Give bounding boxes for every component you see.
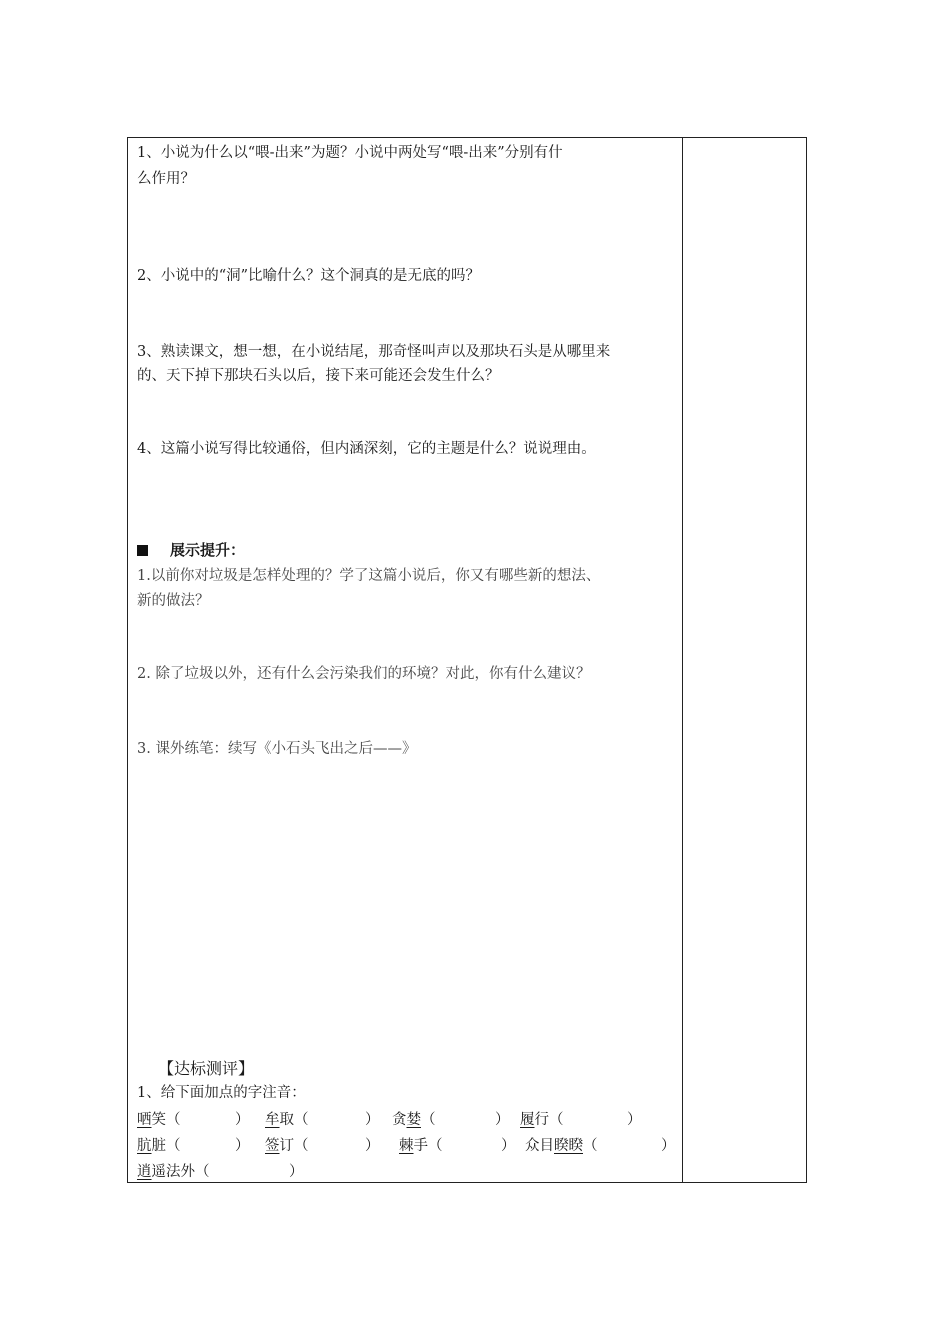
assessment-instruction: 1、给下面加点的字注音： [137,1085,306,1101]
pinyin-item: 逍遥法外（ [137,1164,210,1180]
pinyin-item: 贪婪（ [392,1112,436,1128]
question-2: 2、小说中的“洞”比喻什么？这个洞真的是无底的吗？ [137,268,481,284]
pinyin-item: 履行（ [520,1112,564,1128]
square-bullet-icon [137,545,148,556]
question-3-line-1: 3、熟读课文，想一想，在小说结尾，那奇怪叫声以及那块石头是从哪里来 [137,344,611,360]
pinyin-item: 签订（ [265,1138,309,1154]
showcase-heading-text: 展示提升： [170,541,246,559]
pinyin-close: ） [365,1138,380,1154]
showcase-heading [137,536,245,564]
pinyin-close: ） [501,1138,516,1154]
pinyin-close: ） [289,1164,304,1180]
assessment-title: 【达标测评】 [158,1059,255,1078]
pinyin-item: 牟取（ [265,1112,309,1128]
worksheet-table [127,137,807,1183]
question-4: 4、这篇小说写得比较通俗，但内涵深刻，它的主题是什么？说说理由。 [137,441,596,457]
showcase-item-1-line-2: 新的做法？ [137,593,210,609]
showcase-item-1-line-1: 1.以前你对垃圾是怎样处理的？学了这篇小说后，你又有哪些新的想法、 [137,568,601,584]
pinyin-item: 众目睽睽（ [525,1138,598,1154]
pinyin-item: 哂笑（ [137,1112,181,1128]
pinyin-close: ） [365,1112,380,1128]
question-1-line-2: 么作用？ [137,171,195,187]
main-cell [128,138,682,1182]
question-3-line-2: 的、天下掉下那块石头以后，接下来可能还会发生什么？ [137,368,500,384]
pinyin-item: 棘手（ [399,1138,443,1154]
pinyin-close: ） [661,1138,676,1154]
pinyin-item: 肮脏（ [137,1138,181,1154]
pinyin-close: ） [627,1112,642,1128]
showcase-item-3: 3. 课外练笔：续写《小石头飞出之后——》 [137,741,417,757]
question-1-line-1: 1、小说为什么以“喂-出来”为题？小说中两处写“喂-出来”分别有什 [137,145,563,161]
pinyin-close: ） [235,1112,250,1128]
notes-cell [683,138,806,1182]
pinyin-close: ） [235,1138,250,1154]
pinyin-close: ） [495,1112,510,1128]
showcase-item-2: 2. 除了垃圾以外，还有什么会污染我们的环境？对此，你有什么建议？ [137,666,591,682]
